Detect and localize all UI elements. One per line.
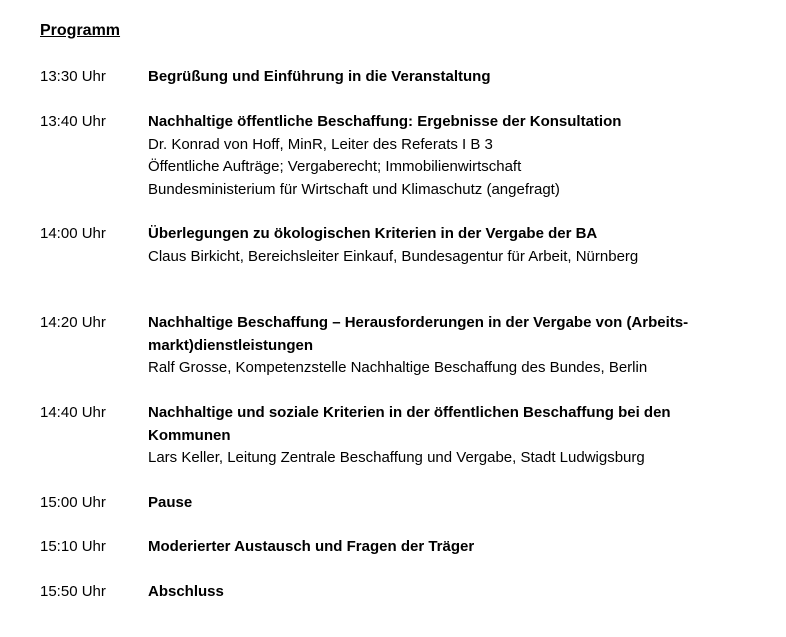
agenda-title: Überlegungen zu ökologischen Kriterien in der Vergabe der BA <box>148 225 598 242</box>
agenda-content <box>148 66 743 89</box>
agenda-title: Moderierter Austausch und Fragen der Träger <box>148 538 475 555</box>
agenda-title: Nachhaltige öffentliche Beschaffung: Ergebnisse der Konsultation <box>148 113 622 130</box>
agenda-time: 15:50 Uhr <box>40 583 106 600</box>
agenda-content <box>148 223 743 268</box>
agenda-time: 13:30 Uhr <box>40 68 106 85</box>
agenda-speaker: Dr. Konrad von Hoff, MinR, Leiter des Referats I B 3 <box>148 135 493 153</box>
agenda-title: Abschluss <box>148 583 224 600</box>
agenda-detail: Öffentliche Aufträge; Vergaberecht; Immobilienwirtschaft <box>148 158 522 175</box>
agenda-content <box>148 581 743 604</box>
agenda-speaker: Lars Keller, Leitung Zentrale Beschaffung und Vergabe, Stadt Ludwigsburg <box>148 449 645 466</box>
agenda-detail: Bundesministerium für Wirtschaft und Klimaschutz (angefragt) <box>148 180 560 198</box>
program-heading: Programm <box>40 22 121 39</box>
agenda-time: 13:40 Uhr <box>40 113 106 130</box>
agenda-title-line: Nachhaltige und soziale Kriterien in der öffentlichen Beschaffung bei den <box>148 404 671 421</box>
agenda-title: Begrüßung und Einführung in die Veranstaltung <box>148 68 491 85</box>
agenda-title: Pause <box>148 494 193 511</box>
agenda-time: 15:00 Uhr <box>40 494 106 511</box>
agenda-content <box>148 492 743 515</box>
agenda-content <box>148 312 743 380</box>
agenda-title-line: markt)dienstleistungen <box>148 336 314 354</box>
agenda-speaker: Ralf Grosse, Kompetenzstelle Nachhaltige Beschaffung des Bundes, Berlin <box>148 359 648 376</box>
agenda-speaker: Claus Birkicht, Bereichsleiter Einkauf, Bundesagentur für Arbeit, Nürnberg <box>148 247 639 265</box>
agenda-content <box>148 111 743 201</box>
agenda-time: 14:20 Uhr <box>40 314 106 331</box>
agenda-content <box>148 536 743 559</box>
agenda-time: 15:10 Uhr <box>40 538 106 555</box>
agenda-content <box>148 402 743 470</box>
agenda-time: 14:00 Uhr <box>40 225 106 242</box>
agenda-title-line: Nachhaltige Beschaffung – Herausforderungen in der Vergabe von (Arbeits- <box>148 314 689 331</box>
agenda-time: 14:40 Uhr <box>40 404 106 421</box>
agenda-title-line: Kommunen <box>148 426 231 444</box>
